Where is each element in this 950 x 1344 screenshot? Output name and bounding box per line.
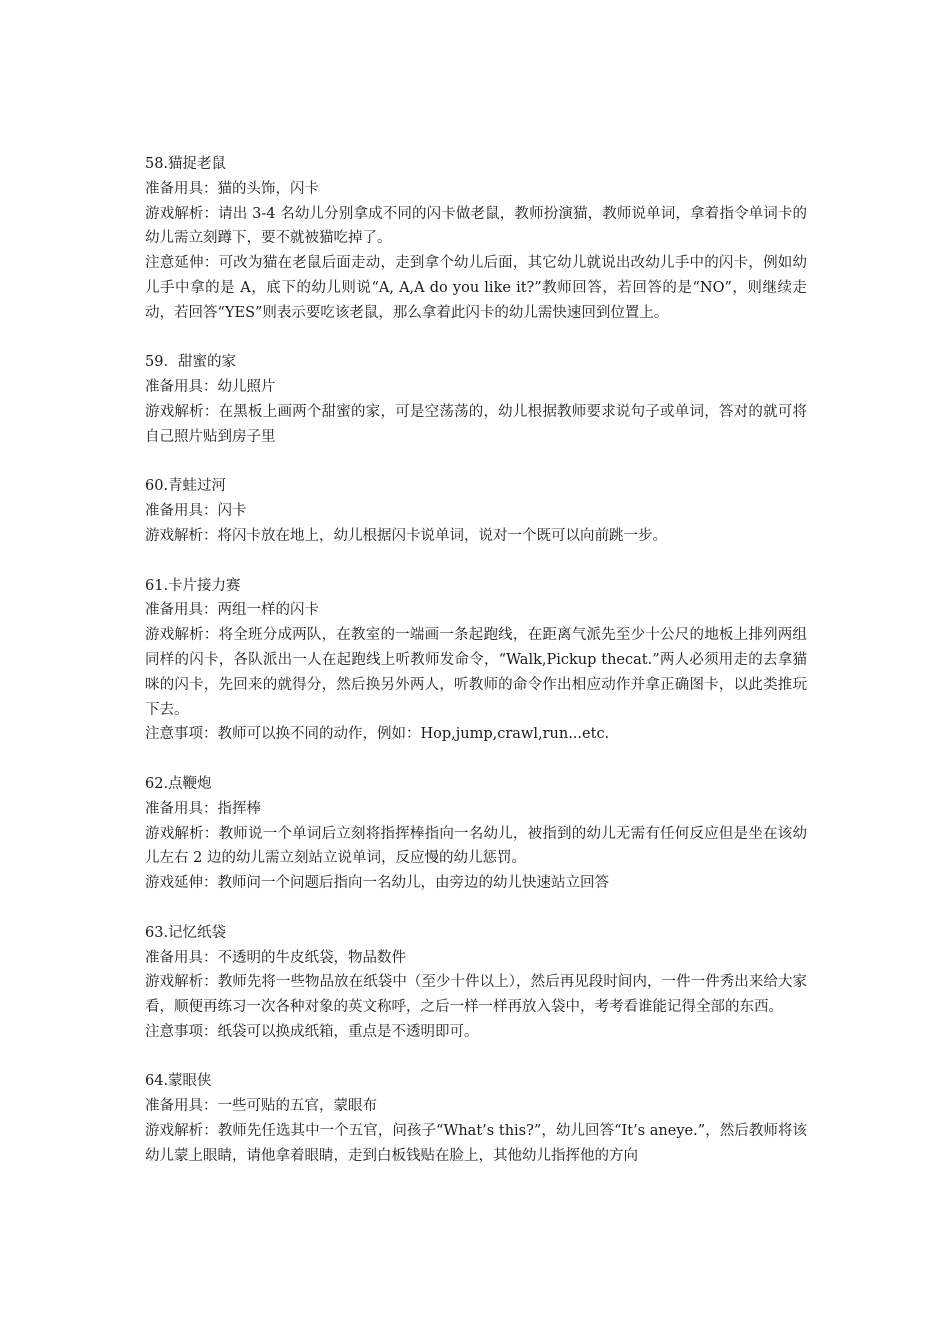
materials-line: 准备用具：一些可贴的五官，蒙眼布 (145, 1098, 377, 1115)
section-title: 61.卡片接力赛 (145, 577, 241, 594)
game-section-62 (145, 772, 807, 896)
description-line: 游戏解析：教师先任选其中一个五官，问孩子“What’s this?”，幼儿回答“It’s aneye.”，然后教师将该幼儿蒙上眼睛，请他拿着眼睛，走到白板钱贴在脸上，其他幼儿指挥他的方向 (145, 1123, 807, 1164)
description-line: 游戏解析：在黑板上画两个甜蜜的家，可是空荡荡的，幼儿根据教师要求说句子或单词，答对的就可将自己照片贴到房子里 (145, 403, 807, 445)
extension-line: 注意延伸：可改为猫在老鼠后面走动，走到拿个幼儿后面，其它幼儿就说出改幼儿手中的闪卡，例如幼儿手中拿的是 A，底下的幼儿则说“A, A,A do you like it?”教师回答，若回答的是“NO”，则继续走动，若回答“YES”则表示要吃该老鼠，那么拿着此闪卡的幼儿需快速回到位置上。 (145, 255, 807, 321)
game-section-64 (145, 1069, 807, 1168)
description-line: 游戏解析：将全班分成两队，在教室的一端画一条起跑线，在距离气派先至少十公尺的地板上排列两组同样的闪卡，各队派出一人在起跑线上听教师发命令，“Walk,Pickup thecat.”两人必须用走的去拿猫咪的闪卡，先回来的就得分，然后换另外两人，听教师的命令作出相应动作并拿正确图卡，以此类推玩下去。 (145, 627, 807, 718)
notes-line: 注意事项：教师可以换不同的动作，例如：Hop,jump,crawl,run...etc. (145, 726, 610, 743)
section-title: 58.猫捉老鼠 (145, 156, 227, 172)
section-title: 64.蒙眼侠 (145, 1073, 212, 1090)
description-line: 游戏解析：请出 3-4 名幼儿分别拿成不同的闪卡做老鼠，教师扮演猫，教师说单词，拿着指令单词卡的幼儿需立刻蹲下，要不就被猫吃掉了。 (145, 205, 807, 247)
section-title: 59．甜蜜的家 (145, 354, 236, 371)
game-section-63 (145, 921, 807, 1045)
section-title: 60.青蛙过河 (145, 478, 227, 495)
description-line: 游戏解析：教师先将一些物品放在纸袋中（至少十件以上），然后再见段时间内，一件一件秀出来给大家看，顺便再练习一次各种对象的英文称呼，之后一样一样再放入袋中，考考看谁能记得全部的东西。 (145, 974, 807, 1016)
materials-line: 准备用具：不透明的牛皮纸袋，物品数件 (145, 949, 406, 966)
extension-line: 游戏延伸：教师问一个问题后指向一名幼儿，由旁边的幼儿快速站立回答 (145, 875, 609, 892)
description-line: 游戏解析：将闪卡放在地上，幼儿根据闪卡说单词，说对一个既可以向前跳一步。 (145, 527, 667, 544)
document-body (145, 152, 807, 1193)
materials-line: 准备用具：两组一样的闪卡 (145, 602, 319, 619)
materials-line: 准备用具：幼儿照片 (145, 379, 276, 396)
materials-line: 准备用具：指挥棒 (145, 800, 261, 817)
description-line: 游戏解析：教师说一个单词后立刻将指挥棒指向一名幼儿，被指到的幼儿无需有任何反应但是坐在该幼儿左右 2 边的幼儿需立刻站立说单词，反应慢的幼儿惩罚。 (145, 825, 807, 867)
section-title: 62.点鞭炮 (145, 775, 212, 792)
notes-line: 注意事项：纸袋可以换成纸箱，重点是不透明即可。 (145, 1023, 479, 1040)
game-section-59 (145, 350, 807, 449)
materials-line: 准备用具：闪卡 (145, 503, 247, 520)
game-section-61 (145, 574, 807, 748)
section-title: 63.记忆纸袋 (145, 924, 227, 941)
game-section-58 (145, 152, 807, 326)
materials-line: 准备用具：猫的头饰，闪卡 (145, 180, 319, 197)
game-section-60 (145, 474, 807, 548)
